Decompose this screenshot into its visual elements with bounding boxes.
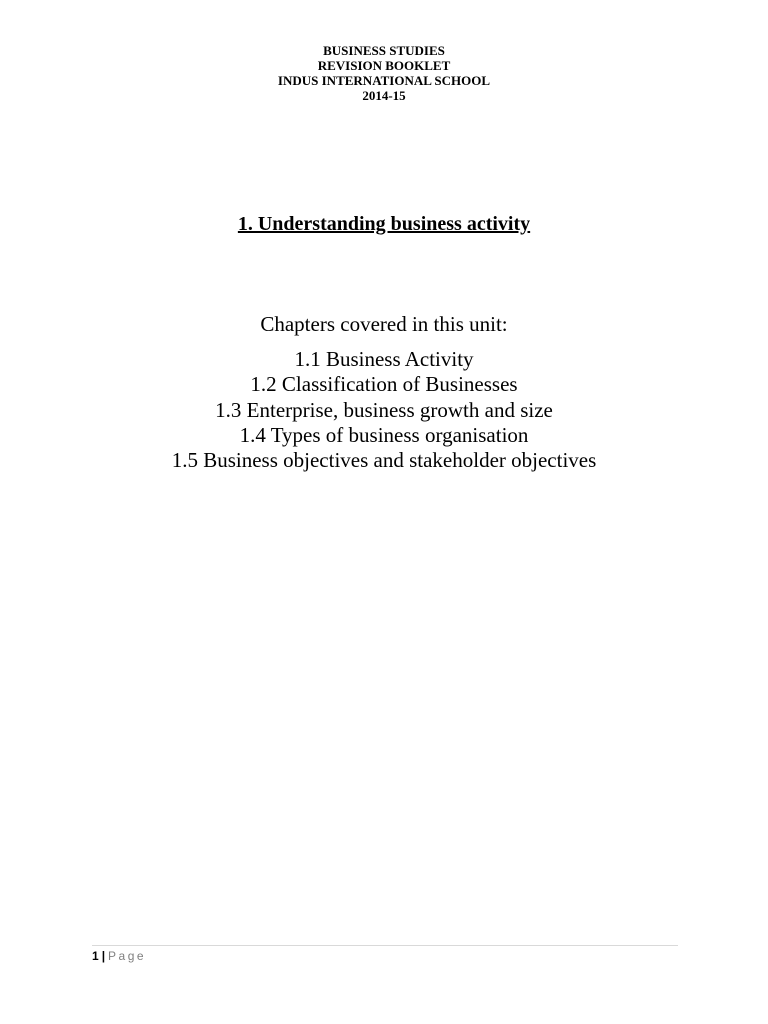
document-header — [0, 43, 768, 103]
page-footer — [92, 948, 146, 964]
chapter-list — [0, 347, 768, 473]
header-year: 2014-15 — [362, 88, 406, 103]
chapter-item: 1.3 Enterprise, business growth and size — [215, 397, 553, 422]
footer-divider — [92, 945, 678, 946]
chapters-heading: Chapters covered in this unit: — [260, 312, 508, 336]
page-number: 1 — [92, 949, 99, 963]
page-label: Page — [108, 949, 147, 963]
chapter-item: 1.5 Business objectives and stakeholder objectives — [171, 448, 597, 473]
unit-title: 1. Understanding business activity — [237, 213, 531, 235]
chapter-item: 1.1 Business Activity — [294, 347, 474, 371]
header-school: INDUS INTERNATIONAL SCHOOL — [277, 73, 491, 88]
page-separator: | — [101, 949, 106, 963]
header-booklet: REVISION BOOKLET — [317, 58, 451, 73]
chapter-item: 1.2 Classification of Businesses — [250, 372, 518, 397]
chapter-item: 1.4 Types of business organisation — [239, 422, 529, 447]
header-subject: BUSINESS STUDIES — [323, 43, 445, 58]
